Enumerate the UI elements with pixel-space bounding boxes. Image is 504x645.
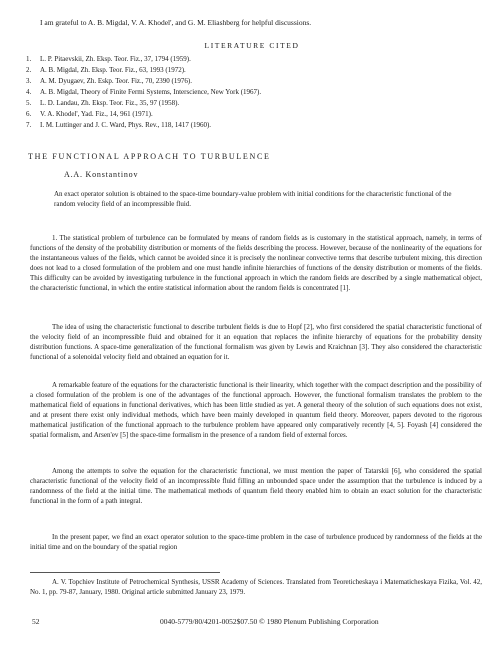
- reference-item: 1. L. P. Pitaevskii, Zh. Eksp. Teor. Fiz., 37, 1794 (1959).: [26, 55, 191, 63]
- reference-item: 3. A. M. Dyugaev, Zh. Eskp. Teor. Fiz., 70, 2390 (1976).: [26, 77, 192, 85]
- body-paragraph: In the present paper, we find an exact operator solution to the space-time problem in the case of turbulence produced by randomness of the fields at the initial time and on the boundary of the spatial region: [30, 533, 482, 551]
- body-paragraph: 1. The statistical problem of turbulence can be formulated by means of random fields as is customary in the statistical approach, namely, in terms of functions of the density of the probability distribution or moments of the fields describing the process. However, because of the nonlinearity of the equations for the instantaneous values of the fields, which cannot be avoided since it is precisely the nonlinear convective terms that describe turbulent mixing, this direction does not lead to a closed formulation of the problem and one must handle infinite hierarchies of functions of the density distribution or moments of the fields. This difficulty can be avoided by investigating turbulence in the functional approach in which the random fields are described by a single mathematical object, the characteristic functional, in which the entire statistical information about the random fields is concentrated [1].: [30, 234, 482, 292]
- copyright-line: 0040-5779/80/4201-0052$07.50 © 1980 Plenum Publishing Corporation: [160, 617, 379, 626]
- article-title: THE FUNCTIONAL APPROACH TO TURBULENCE: [28, 152, 271, 161]
- reference-item: 7. I. M. Luttinger and J. C. Ward, Phys. Rev., 118, 1417 (1960).: [26, 121, 212, 129]
- reference-item: 6. V. A. Khodel', Yad. Fiz., 14, 961 (1971).: [26, 110, 153, 118]
- article-author: A.A. Konstantinov: [64, 170, 139, 179]
- reference-item: 2. A. B. Migdal, Zh. Eksp. Teor. Fiz., 63, 1993 (1972).: [26, 66, 186, 74]
- footnote: A. V. Topchiev Institute of Petrochemical Synthesis, USSR Academy of Sciences. Translated from Teoreticheskaya i Matematicheskaya Fizika, Vol. 42, No. 1, pp. 79-87, January, 1980. Original article submitted January 23, 1979.: [30, 578, 482, 596]
- reference-list: [26, 54, 476, 131]
- acknowledgment: I am grateful to A. B. Migdal, V. A. Khodel', and G. M. Eliashberg for helpful discussions.: [40, 18, 312, 27]
- article-abstract: An exact operator solution is obtained to the space-time boundary-value problem with initial conditions for the characteristic functional of the random velocity field of an incompressible fluid.: [54, 190, 452, 208]
- body-paragraph: Among the attempts to solve the equation for the characteristic functional, we must mention the paper of Tatarskii [6], who considered the spatial characteristic functional of the velocity field of an incompressible fluid filling an unbounded space under the assumption that the turbulence is induced by a randomness of the field at the initial time. The mathematical methods of quantum field theory enabled him to obtain an exact solution for the characteristic functional in the form of a path integral.: [30, 467, 482, 505]
- footnote-divider: [30, 572, 220, 573]
- reference-item: 4. A. B. Migdal, Theory of Finite Fermi Systems, Interscience, New York (1967).: [26, 88, 262, 96]
- reference-item: 5. L. D. Landau, Zh. Eksp. Teor. Fiz., 35, 97 (1958).: [26, 99, 180, 107]
- literature-cited-heading: LITERATURE CITED: [204, 41, 300, 50]
- body-paragraph: The idea of using the characteristic functional to describe turbulent fields is due to Hopf [2], who first considered the spatial characteristic functional of the velocity field of an incompressible fluid and obtained for it an equation that replaces the infinite hierarchy of equations for the probability density distribution functions. A space-time generalization of the functional formalism was given by Lewis and Kraichnan [3]. They also considered the characteristic functional of a solenoidal velocity field and obtained an equation for it.: [30, 323, 482, 361]
- page-number: 52: [32, 617, 40, 626]
- body-paragraph: A remarkable feature of the equations for the characteristic functional is their linearity, which together with the compact description and the possibility of a closed formulation of the problem is one of the advantages of the functional approach. However, the functional formalism translates the problem to the mathematical field of equations in functional derivatives, which has been little studied as yet. A general theory of the solution of such equations does not exist, and at present there exist only individual methods, which have been mainly developed in quantum field theory. Moreover, papers devoted to the rigorous mathematical justification of the functional approach to the turbulence problem have appeared only comparatively recently [4, 5]. Foyash [4] considered the spatial formalism, and Arsen'ev [5] the space-time formalism in the presence of a random field of external forces.: [30, 381, 482, 439]
